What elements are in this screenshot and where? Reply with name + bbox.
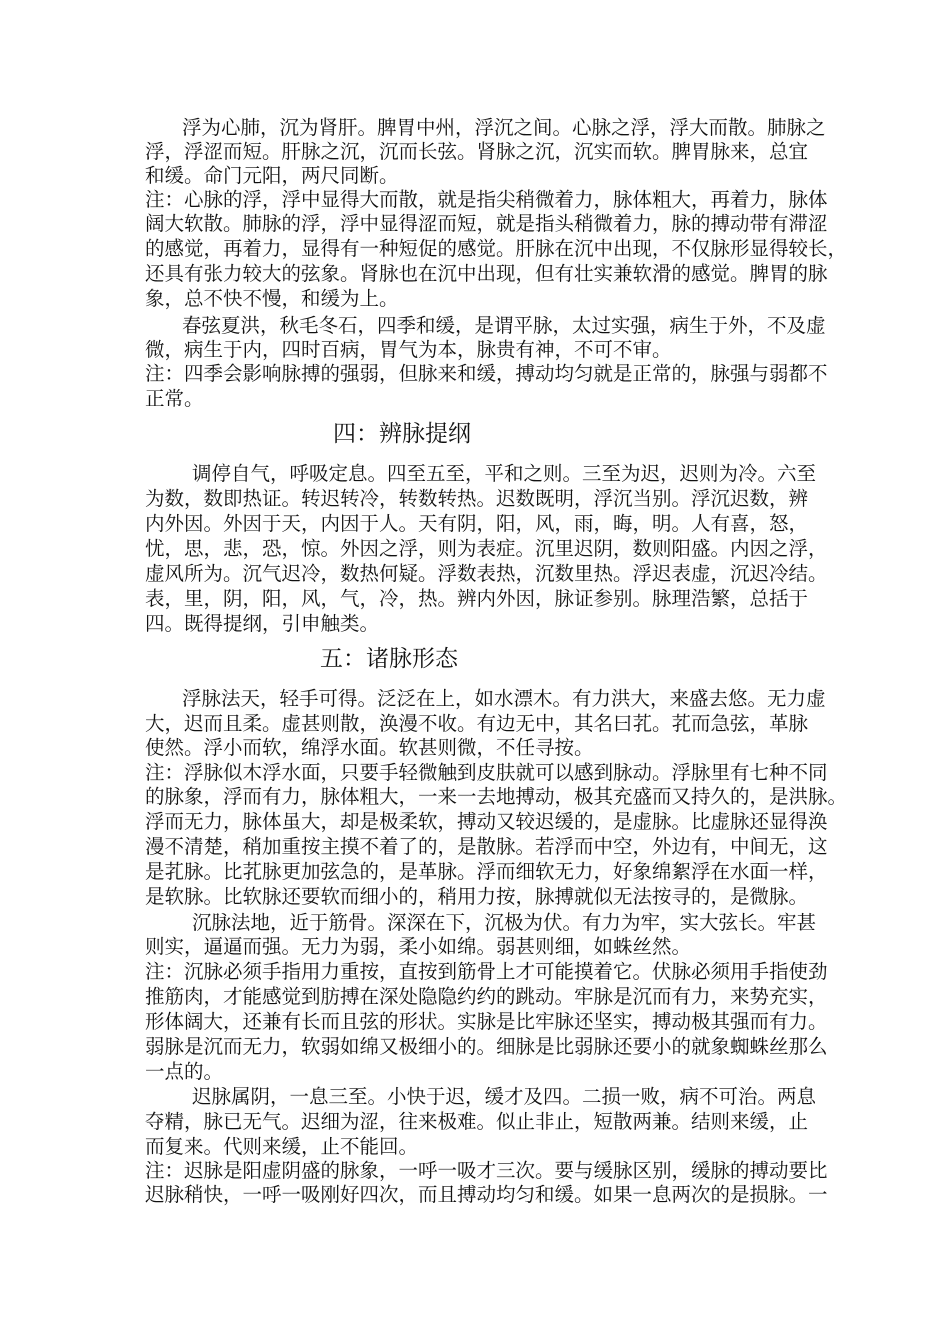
text-line: 调停自气，呼吸定息。四至五至，平和之则。三至为迟，迟则为冷。六至: [192, 462, 817, 485]
text-line: 弱脉是沉而无力，软弱如绵又极细小的。细脉是比弱脉还要小的就象蜘蛛丝那么: [145, 1035, 828, 1058]
text-line: 忧，思，悲，恐，惊。外因之浮，则为表症。沉里迟阴，数则阳盛。内因之浮，: [145, 537, 828, 560]
text-line: 形体阔大，还兼有长而且弦的形状。实脉是比牢脉还坚实，搏动极其强而有力。: [145, 1010, 828, 1033]
text-line: 注：心脉的浮，浮中显得大而散，就是指尖稍微着力，脉体粗大，再着力，脉体: [145, 188, 828, 211]
text-line: 是芤脉。比芤脉更加弦急的，是革脉。浮而细软无力，好象绵絮浮在水面一样，: [145, 860, 828, 883]
text-line: 表，里，阴，阳，风，气，冷，热。辨内外因，脉证参别。脉理浩繁，总括于: [145, 587, 809, 610]
heading-text: 五：诸脉形态: [320, 646, 458, 672]
text-line: 的脉象，浮而有力，脉体粗大，一来一去地搏动，极其充盛而又持久的，是洪脉。: [145, 785, 848, 808]
text-line: 而复来。代则来缓，止不能回。: [145, 1135, 419, 1158]
text-line: 四。既得提纲，引申触类。: [145, 612, 380, 635]
text-line: 迟脉属阴，一息三至。小快于迟，缓才及四。二损一败，病不可治。两息: [192, 1085, 817, 1108]
text-line: 的感觉，再着力，显得有一种短促的感觉。肝脉在沉中出现，不仅脉形显得较长，: [145, 237, 848, 260]
text-line: 正常。: [145, 387, 204, 410]
text-line: 注：四季会影响脉搏的强弱，但脉来和缓，搏动均匀就是正常的，脉强与弱都不: [145, 362, 828, 385]
text-line: 注：沉脉必须手指用力重按，直按到筋骨上才可能摸着它。伏脉必须用手指使劲: [145, 960, 828, 983]
text-line: 虚风所为。沉气迟冷，数热何疑。浮数表热，沉数里热。浮迟表虚，沉迟冷结。: [145, 562, 828, 585]
text-line: 为数，数即热证。转迟转冷，转数转热。迟数既明，浮沉当别。浮沉迟数，辨: [145, 487, 809, 510]
text-line: 使然。浮小而软，绵浮水面。软甚则微，不任寻按。: [145, 736, 594, 759]
text-line: 还具有张力较大的弦象。肾脉也在沉中出现，但有壮实兼软滑的感觉。脾胃的脉: [145, 262, 828, 285]
text-line: 大，迟而且柔。虚甚则散，涣漫不收。有边无中，其名曰芤。芤而急弦，革脉: [145, 712, 809, 735]
text-line: 阔大软散。肺脉的浮，浮中显得涩而短，就是指头稍微着力，脉的搏动带有滞涩: [145, 212, 828, 235]
text-line: 春弦夏洪，秋毛冬石，四季和缓，是谓平脉，太过实强，病生于外，不及虚: [182, 314, 826, 337]
text-line: 微，病生于内，四时百病，胃气为本，脉贵有神，不可不审。: [145, 338, 672, 361]
text-line: 象，总不快不慢，和缓为上。: [145, 287, 399, 310]
text-line: 浮而无力，脉体虽大，却是极柔软，搏动又较迟缓的，是虚脉。比虚脉还显得涣: [145, 810, 828, 833]
text-line: 浮脉法天，轻手可得。泛泛在上，如水漂木。有力洪大，来盛去悠。无力虚: [182, 687, 826, 710]
text-line: 推筋肉，才能感觉到肪搏在深处隐隐约约的跳动。牢脉是沉而有力，来势充实，: [145, 985, 828, 1008]
text-line: 内外因。外因于天，内因于人。天有阴，阳，风，雨，晦，明。人有喜，怒，: [145, 512, 809, 535]
text-line: 一点的。: [145, 1060, 224, 1083]
text-line: 浮为心肺，沉为肾肝。脾胃中州，浮沉之间。心脉之浮，浮大而散。肺脉之: [182, 116, 826, 139]
heading-text: 四：辨脉提纲: [333, 421, 471, 447]
text-line: 注：浮脉似木浮水面，只要手轻微触到皮肤就可以感到脉动。浮脉里有七种不同: [145, 761, 828, 784]
text-line: 迟脉稍快，一呼一吸刚好四次，而且搏动均匀和缓。如果一息两次的是损脉。一: [145, 1183, 828, 1206]
text-line: 注：迟脉是阳虚阴盛的脉象，一呼一吸才三次。要与缓脉区别，缓脉的搏动要比: [145, 1159, 828, 1182]
text-line: 是软脉。比软脉还要软而细小的，稍用力按，脉搏就似无法按寻的，是微脉。: [145, 885, 809, 908]
text-line: 和缓。命门元阳，两尺同断。: [145, 164, 399, 187]
text-line: 浮，浮涩而短。肝脉之沉，沉而长弦。肾脉之沉，沉实而软。脾胃脉来，总宜: [145, 140, 809, 163]
text-line: 漫不清楚，稍加重按主摸不着了的，是散脉。若浮而中空，外边有，中间无，这: [145, 835, 828, 858]
text-line: 则实，逼逼而强。无力为弱，柔小如绵。弱甚则细，如蛛丝然。: [145, 935, 692, 958]
text-line: 沉脉法地，近于筋骨。深深在下，沉极为伏。有力为牢，实大弦长。牢甚: [192, 911, 817, 934]
text-line: 夺精，脉已无气。迟细为涩，往来极难。似止非止，短散两兼。结则来缓，止: [145, 1110, 809, 1133]
